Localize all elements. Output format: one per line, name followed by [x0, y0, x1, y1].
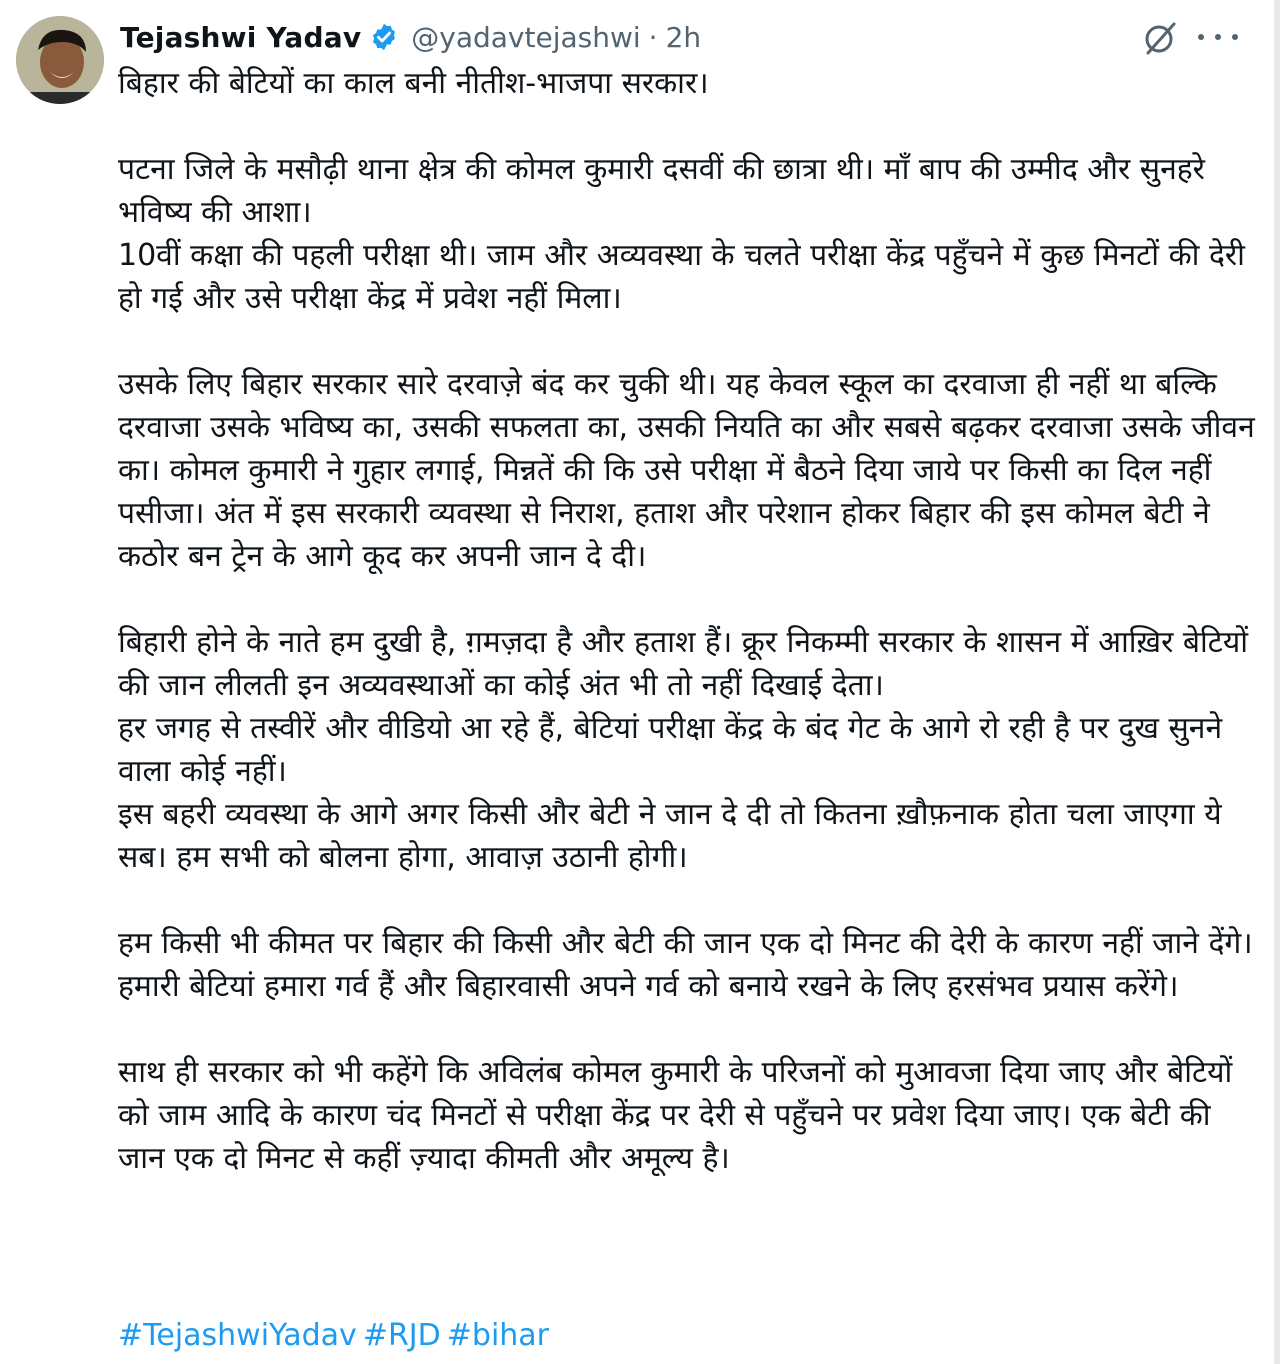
- avatar-image: [16, 16, 104, 104]
- tweet-header: [120, 14, 701, 60]
- separator-dot: ·: [648, 20, 658, 54]
- more-options-icon[interactable]: [1198, 22, 1238, 52]
- grok-icon[interactable]: [1138, 18, 1182, 58]
- hashtag-link[interactable]: #RJD: [362, 1318, 441, 1353]
- avatar[interactable]: [16, 16, 104, 104]
- more-dot: [1232, 34, 1238, 40]
- tweet-paragraph: बिहार की बेटियों का काल बनी नीतीश-भाजपा सरकार।: [118, 66, 709, 101]
- tweet-paragraph: उसके लिए बिहार सरकार सारे दरवाज़े बंद कर चुकी थी। यह केवल स्कूल का दरवाजा ही नहीं था बल्कि दरवाजा उसके भविष्य का, उसकी सफलता का, उसकी नियति का और सबसे बढ़कर दरवाजा उसके जीवन का। कोमल कुमारी ने गुहार लगाई, मिन्नतें की कि उसे परीक्षा में बैठने दिया जाये पर किसी का दिल नहीं पसीजा। अंत में इस सरकारी व्यवस्था से निराश, हताश और परेशान होकर बिहार की इस कोमल बेटी ने कठोर बन ट्रेन के आगे कूद कर अपनी जान दे दी।: [118, 367, 1255, 574]
- hashtag-link[interactable]: #TejashwiYadav: [118, 1318, 357, 1353]
- author-handle[interactable]: @yadavtejashwi: [411, 20, 641, 54]
- hashtag-link[interactable]: #bihar: [446, 1318, 550, 1353]
- scrollbar[interactable]: [1274, 0, 1280, 1364]
- more-dot: [1198, 34, 1204, 40]
- hashtag-list: [118, 1314, 555, 1357]
- timestamp[interactable]: 2h: [665, 20, 702, 54]
- tweet-paragraph: हम किसी भी कीमत पर बिहार की किसी और बेटी की जान एक दो मिनट की देरी के कारण नहीं जाने देंगे। हमारी बेटियां हमारा गर्व हैं और बिहारवासी अपने गर्व को बनाये रखने के लिए हरसंभव प्रयास करेंगे।: [118, 926, 1253, 1004]
- tweet-paragraph: साथ ही सरकार को भी कहेंगे कि अविलंब कोमल कुमारी के परिजनों को मुआवजा दिया जाए और बेटियों को जाम आदि के कारण चंद मिनटों से परीक्षा केंद्र पर देरी से पहुँचने पर प्रवेश दिया जाए। एक बेटी की जान एक दो मिनट से कहीं ज़्यादा कीमती और अमूल्य है।: [118, 1055, 1233, 1176]
- verified-badge-icon: [369, 22, 399, 52]
- tweet-text: [118, 62, 1258, 1180]
- tweet-paragraph: बिहारी होने के नाते हम दुखी है, ग़मज़दा है और हताश हैं। क्रूर निकम्मी सरकार के शासन में आख़िर बेटियों की जान लीलती इन अव्यवस्थाओं का कोई अंत भी तो नहीं दिखाई देता। हर जगह से तस्वीरें और वीडियो आ रहे हैं, बेटियां परीक्षा केंद्र के बंद गेट के आगे रो रही है पर दुख सुनने वाला कोई नहीं। इस बहरी व्यवस्था के आगे अगर किसी और बेटी ने जान दे दी तो कितना ख़ौफ़नाक होता चला जाएगा ये सब। हम सभी को बोलना होगा, आवाज़ उठानी होगी।: [118, 625, 1249, 875]
- author-name[interactable]: Tejashwi Yadav: [120, 20, 362, 54]
- more-dot: [1215, 34, 1221, 40]
- tweet-paragraph: पटना जिले के मसौढ़ी थाना क्षेत्र की कोमल कुमारी दसवीं की छात्रा थी। माँ बाप की उम्मीद और सुनहरे भविष्य की आशा। 10वीं कक्षा की पहली परीक्षा थी। जाम और अव्यवस्था के चलते परीक्षा केंद्र पहुँचने में कुछ मिनटों की देरी हो गई और उसे परीक्षा केंद्र में प्रवेश नहीं मिला।: [118, 152, 1245, 316]
